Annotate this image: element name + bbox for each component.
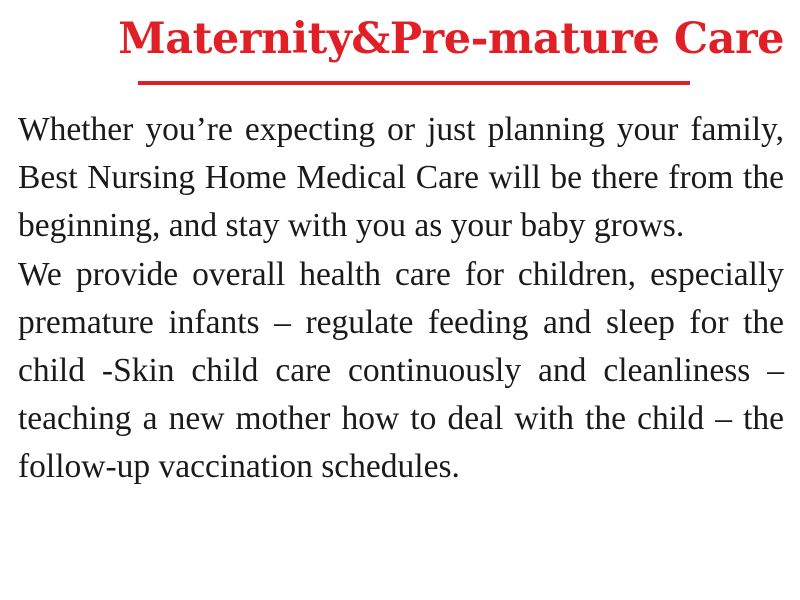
body-text xyxy=(18,106,784,492)
page-title: Maternity&Pre-mature Care xyxy=(118,14,784,64)
paragraph-services: We provide overall health care for children, especially premature infants – regulate feeding and sleep for the child -Skin child care continuously and cleanliness – teaching a new mother how to deal with the child – the follow-up vaccination schedules. xyxy=(18,255,784,486)
title-underline xyxy=(138,81,690,85)
paragraph-intro: Whether you’re expecting or just planning your family, Best Nursing Home Medical Care will be there from the beginning, and stay with you as your baby grows. xyxy=(18,111,784,245)
